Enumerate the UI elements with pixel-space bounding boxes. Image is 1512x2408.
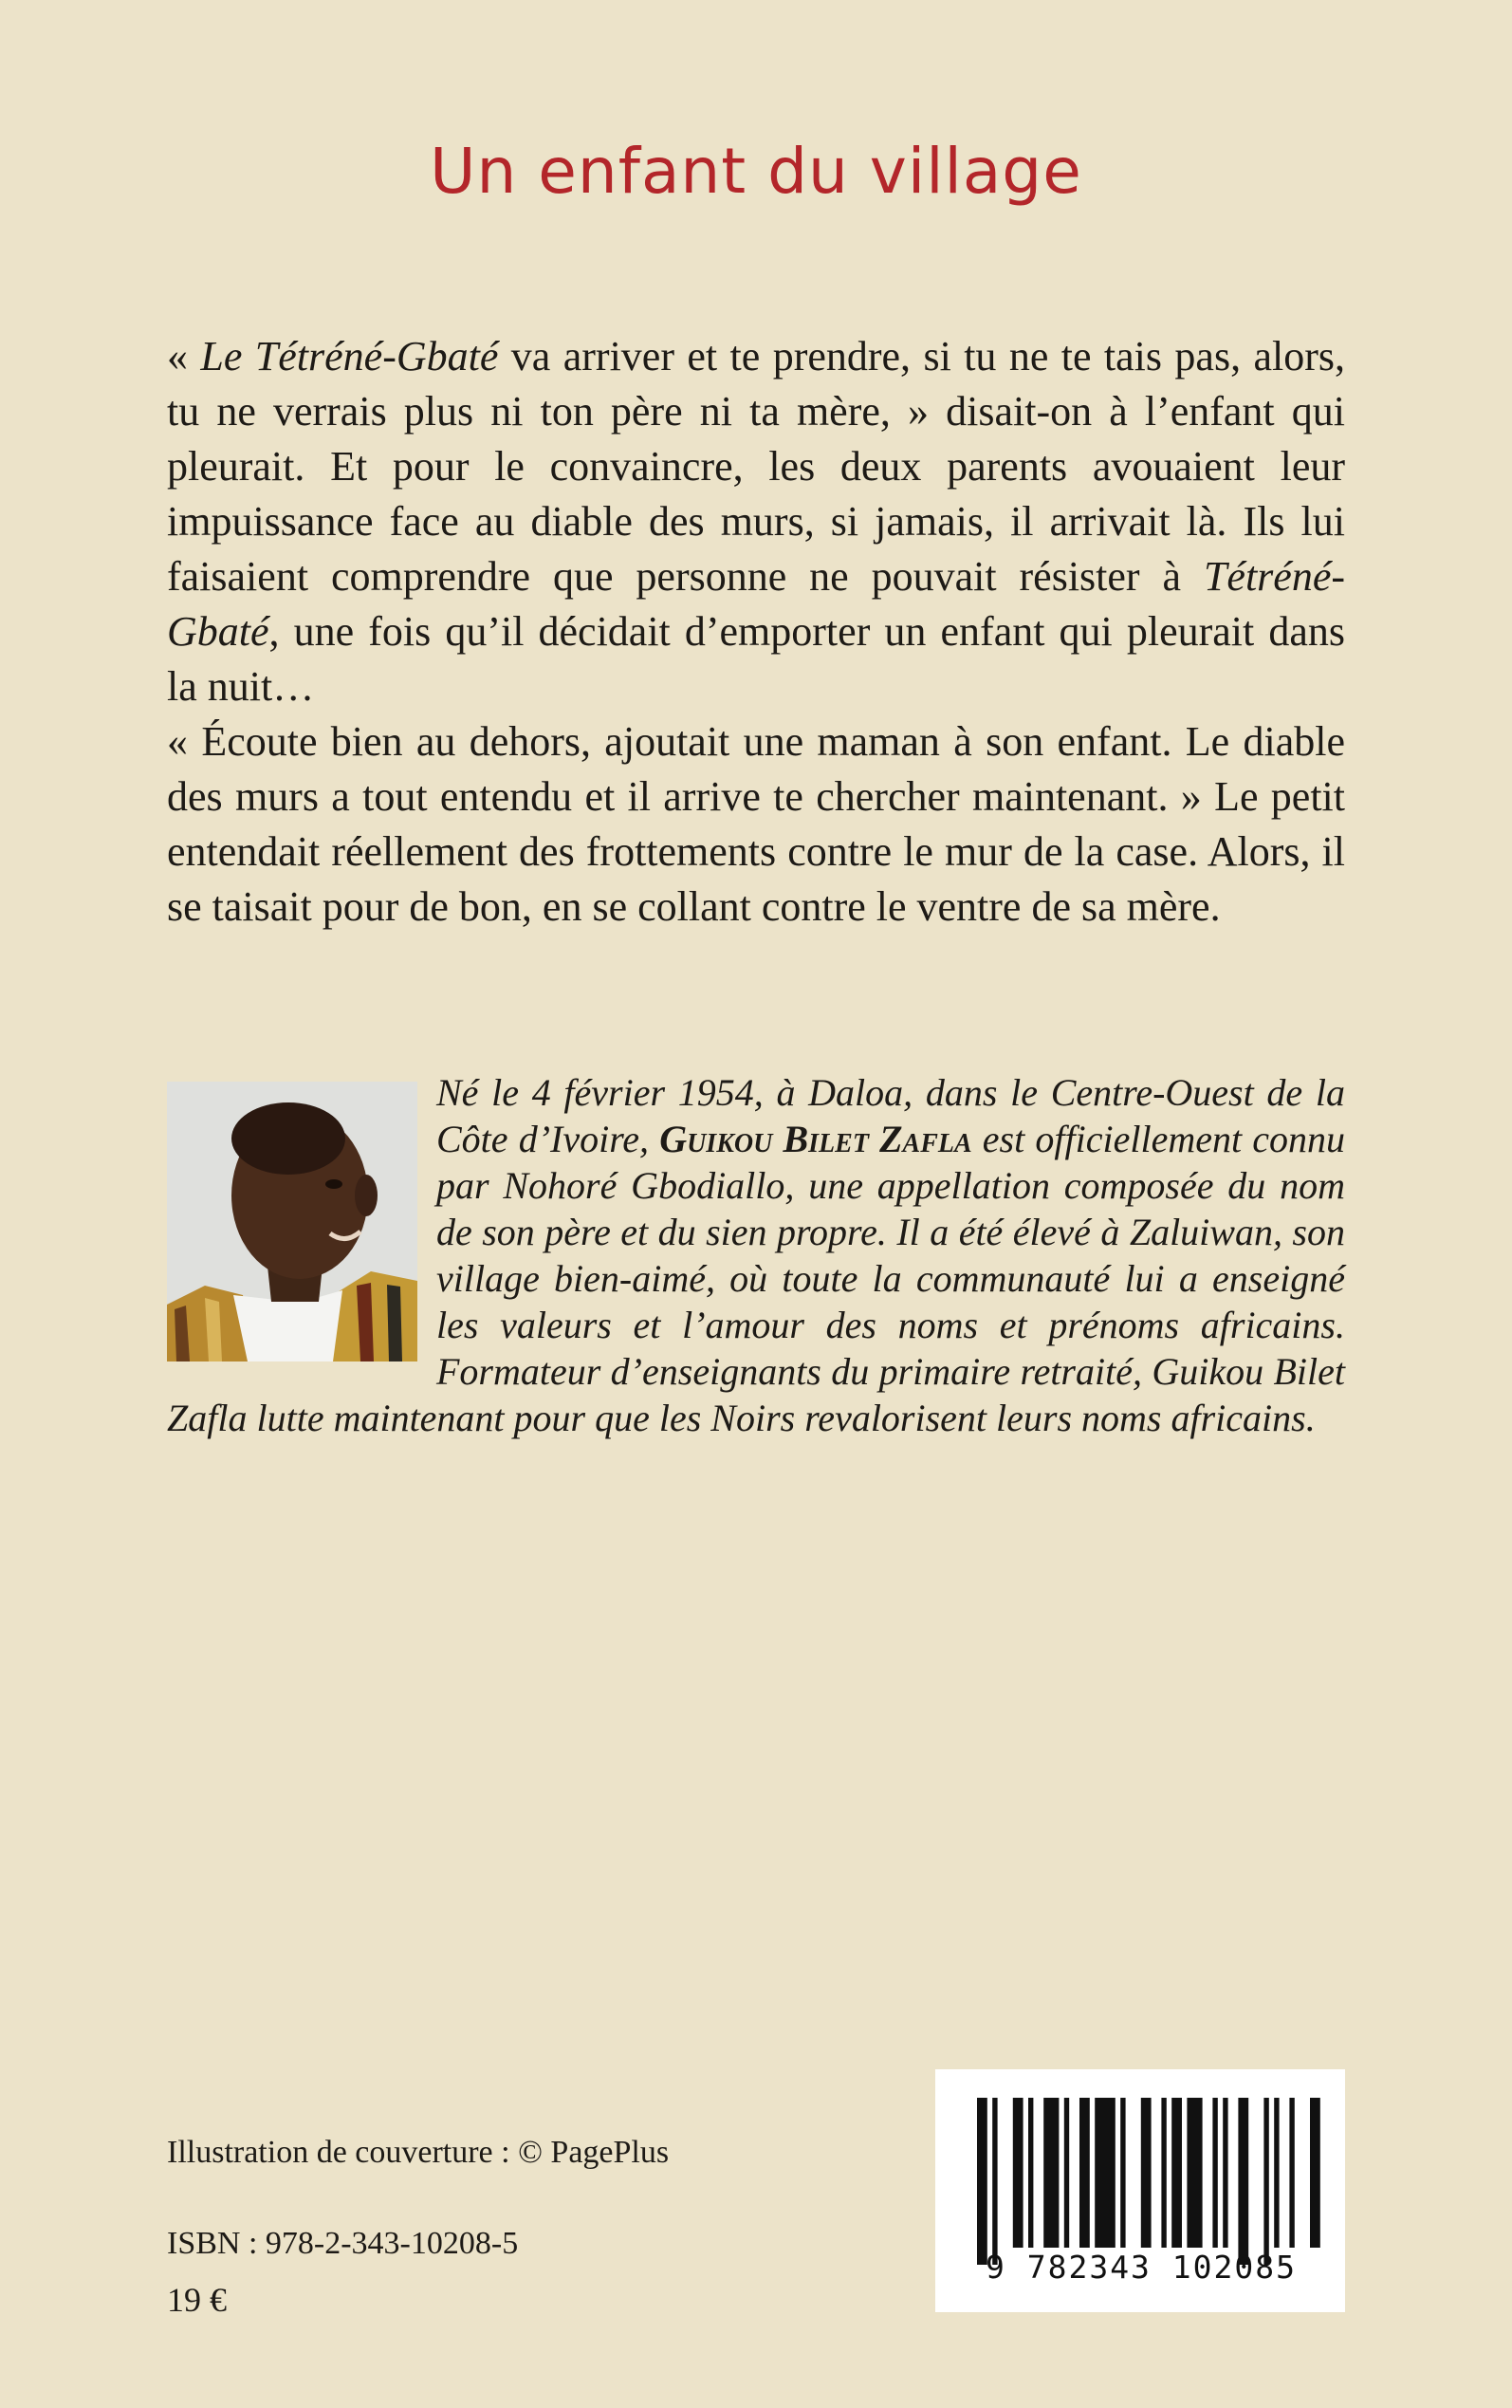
blurb-paragraph-1	[167, 329, 1345, 714]
barcode-bar	[1274, 2098, 1279, 2248]
barcode-bar	[992, 2098, 997, 2265]
barcode-bar	[1289, 2098, 1294, 2248]
bio-text-before-name: Né le 4 février 1954, à Daloa, dans le Centre-Ouest de la Côte d’Ivoire,	[436, 1071, 1345, 1160]
barcode-bar	[1223, 2098, 1227, 2248]
barcode-bar	[1141, 2098, 1152, 2248]
bio-text-after-name: est officiellement connu par Nohoré Gbodiallo, une appellation composée du nom de son père et du sien propre. Il a été élevé à Zaluiwan, son village bien-aimé, où toute la communauté lui a enseigné les valeurs et l’amour des noms et prénoms africains. Formateur d’enseignants du primaire retraité, Guikou Bilet Zafla lutte maintenant pour que les Noirs revalorisent leurs noms africains.	[167, 1118, 1345, 1439]
barcode-bar	[1212, 2098, 1217, 2248]
barcode-bar	[1013, 2098, 1023, 2248]
author-bio	[167, 1069, 1345, 1441]
author-name: Guikou Bilet Zafla	[659, 1118, 972, 1160]
back-cover-blurb	[167, 329, 1345, 935]
blurb-text-b: , une fois qu’il décidait d’emporter un enfant qui pleurait dans la nuit…	[167, 608, 1345, 710]
cover-illustration-credit: Illustration de couverture : © PagePlus	[167, 2135, 670, 2170]
barcode-bar	[1187, 2098, 1202, 2248]
price: 19 €	[167, 2281, 227, 2319]
barcode-bar	[1028, 2098, 1033, 2248]
barcode	[935, 2069, 1345, 2312]
barcode-bar	[1161, 2098, 1166, 2248]
barcode-bar	[1079, 2098, 1090, 2248]
barcode-bar	[1310, 2098, 1320, 2248]
blurb-text-a: va arriver et te prendre, si tu ne te tais pas, alors, tu ne verrais plus ni ton père ni ta mère, » disait-on à l’enfant qui pleurait. Et pour le convaincre, les deux parents avouaient leur impuissance face au diable des murs, si jamais, il arrivait là. Ils lui faisaient comprendre que personne ne pouvait résister à	[167, 333, 1346, 600]
barcode-digits: 9 782343 102085	[985, 2249, 1297, 2286]
barcode-bar	[1043, 2098, 1059, 2248]
barcode-bar	[1238, 2098, 1248, 2265]
barcode-bar	[1171, 2098, 1182, 2248]
blurb-devil-name-2: Tétréné-Gbaté	[167, 553, 1345, 655]
author-bio-text	[167, 1069, 1345, 1441]
blurb-devil-name: Le Tétréné-Gbaté	[200, 333, 499, 380]
barcode-bar	[1120, 2098, 1125, 2248]
barcode-bar	[1095, 2098, 1116, 2248]
blurb-quote-open: «	[167, 333, 201, 380]
barcode-bar	[1064, 2098, 1069, 2248]
barcode-bar	[1263, 2098, 1268, 2265]
blurb-paragraph-2: « Écoute bien au dehors, ajoutait une maman à son enfant. Le diable des murs a tout entendu et il arrive te chercher maintenant. » Le petit entendait réellement des frottements contre le mur de la case. Alors, il se taisait pour de bon, en se collant contre le ventre de sa mère.	[167, 718, 1345, 930]
book-title: Un enfant du village	[430, 135, 1082, 208]
barcode-bar	[977, 2098, 987, 2265]
isbn: ISBN : 978-2-343-10208-5	[167, 2226, 519, 2261]
